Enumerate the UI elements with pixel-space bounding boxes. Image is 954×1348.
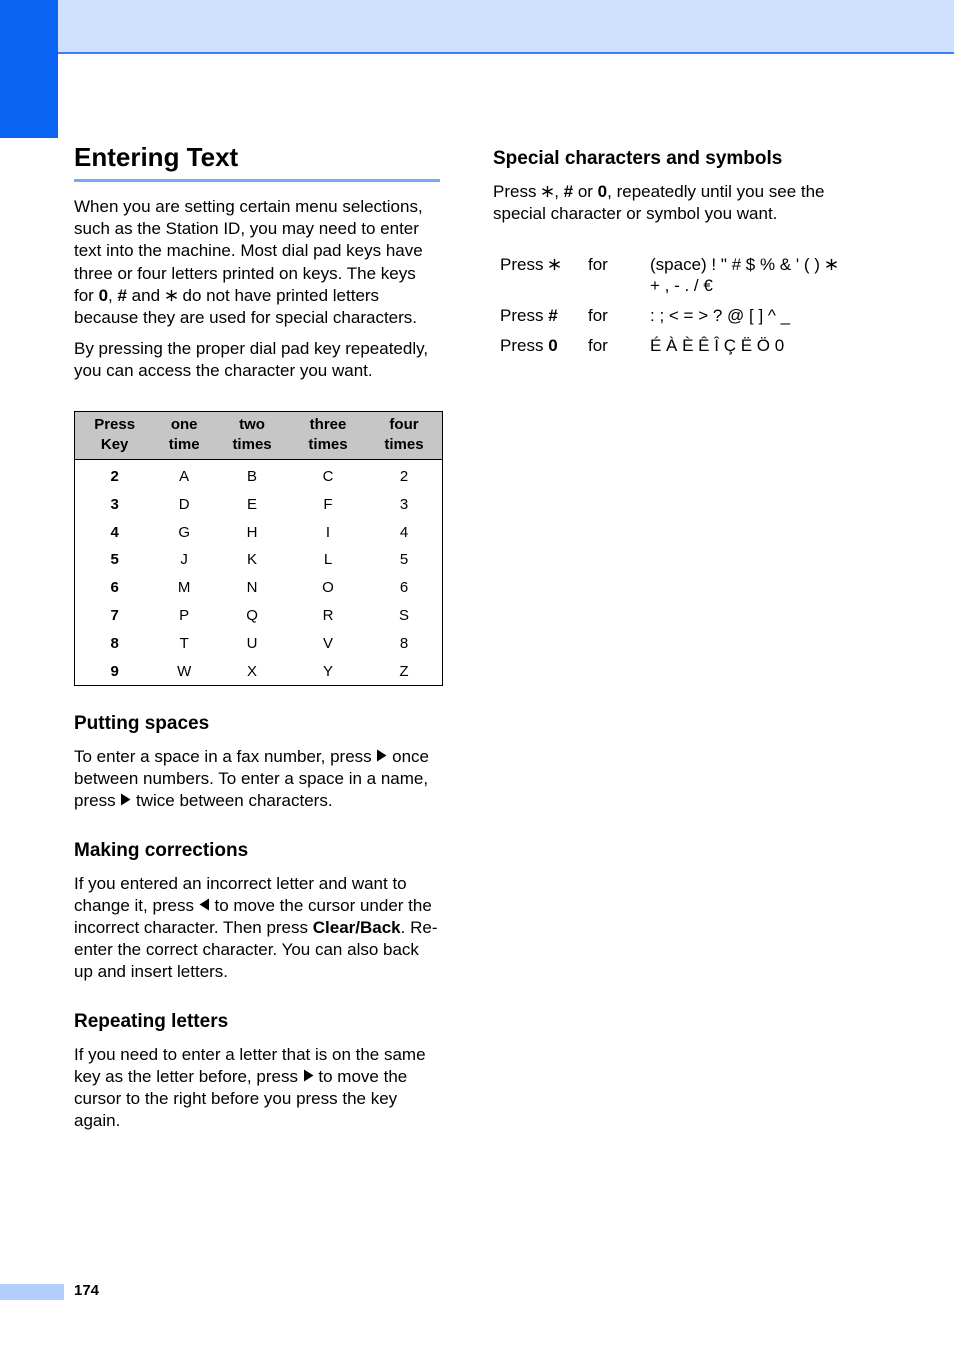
key-zero: 0 <box>597 182 608 201</box>
page-number: 174 <box>74 1282 100 1299</box>
star-key-icon <box>548 258 561 271</box>
right-arrow-icon <box>120 793 131 806</box>
right-column <box>493 148 873 356</box>
press-cell <box>500 326 588 356</box>
key-cell: 3 <box>110 495 119 513</box>
text: . Re-enter the correct character. You can also back up and insert letters. <box>74 918 438 982</box>
key-cell: 5 <box>110 551 119 569</box>
table-row <box>75 518 442 546</box>
key-cell: 6 <box>110 579 119 597</box>
press-cell <box>500 254 588 296</box>
key-cell: 7 <box>110 607 119 624</box>
character-cell: G <box>178 523 190 541</box>
table-row <box>75 574 442 602</box>
table-header <box>214 412 290 460</box>
table-header-row <box>75 412 442 460</box>
table-header <box>366 412 442 460</box>
characters-cell: É À È Ê Î Ç Ë Ö 0 <box>650 336 785 356</box>
character-cell: E <box>247 495 258 513</box>
press-label: Press <box>500 255 544 275</box>
header-line: times <box>384 435 424 453</box>
character-cell: Y <box>322 662 333 680</box>
star-key-icon <box>825 258 838 271</box>
character-cell: V <box>322 634 333 652</box>
key-zero: 0 <box>548 336 558 356</box>
text: do not have printed letters because they are used for special characters. <box>74 285 418 328</box>
text: , repeatedly until you see the special character or symbol you want. <box>493 182 825 224</box>
character-cell: U <box>246 634 258 652</box>
right-arrow-icon <box>376 749 387 762</box>
header-line: time <box>168 435 200 453</box>
character-cell: F <box>323 495 333 513</box>
table-header <box>75 412 154 460</box>
text: When you are setting certain menu selections, such as the Station ID, you may need to enter text into the machine. Most dial pad keys have three or four letters printed on keys. The keys for <box>74 197 423 305</box>
press-label: Press <box>500 336 544 356</box>
character-cell: S <box>398 607 409 624</box>
character-cell: B <box>247 468 258 486</box>
character-cell: R <box>322 607 334 624</box>
character-cell: 3 <box>399 495 409 513</box>
repeating-letters-paragraph <box>74 1044 440 1133</box>
text: Press <box>493 182 542 201</box>
making-corrections-paragraph <box>74 873 440 984</box>
text: or <box>573 182 598 201</box>
header-band <box>0 0 954 54</box>
character-table <box>74 411 443 686</box>
character-cell: 8 <box>399 634 409 652</box>
special-row-zero <box>500 326 838 356</box>
star-key-icon <box>165 289 178 302</box>
character-cell: X <box>247 662 258 680</box>
section-heading-putting-spaces: Putting spaces <box>74 713 210 734</box>
table-header <box>290 412 366 460</box>
special-row-star <box>500 254 838 296</box>
key-cell: 4 <box>110 523 119 541</box>
star-key-icon <box>541 185 554 198</box>
special-characters-paragraph <box>493 181 863 225</box>
character-cell: N <box>246 579 258 597</box>
table-row <box>75 602 442 630</box>
clear-back-key: Clear/Back <box>312 918 401 938</box>
key-cell: 8 <box>110 634 119 652</box>
characters-cell: : ; < = > ? @ [ ] ^ _ <box>650 306 791 326</box>
left-column <box>74 142 440 1132</box>
special-characters-table <box>500 254 838 356</box>
special-row-hash <box>500 296 838 326</box>
for-label: for <box>588 306 608 326</box>
section-heading-special-characters: Special characters and symbols <box>493 148 783 169</box>
intro-paragraph-1 <box>74 196 440 329</box>
header-line: Key <box>100 435 129 453</box>
character-cell: T <box>179 634 189 652</box>
character-cell: K <box>247 551 258 569</box>
section-heading-making-corrections: Making corrections <box>74 839 249 861</box>
text: to move the cursor to the right before you press the key again. <box>74 1066 408 1131</box>
text: and <box>126 285 165 305</box>
right-arrow-icon <box>303 1069 314 1082</box>
key-zero: 0 <box>98 285 109 305</box>
text: If you entered an incorrect letter and want to change it, press <box>74 873 407 915</box>
characters-line: + , - . / € <box>650 276 713 296</box>
page-title: Entering Text <box>74 142 440 182</box>
characters-cell <box>650 254 838 296</box>
text: once between numbers. To enter a space in a name, press <box>74 747 429 811</box>
character-cell: W <box>177 662 192 680</box>
character-cell: Z <box>399 662 409 680</box>
header-line: four <box>389 415 419 433</box>
character-cell: Q <box>246 607 258 624</box>
key-hash: # <box>548 306 558 326</box>
for-label: for <box>588 255 608 275</box>
table-row <box>75 629 442 657</box>
header-line: times <box>308 435 348 453</box>
character-cell: L <box>323 551 333 569</box>
header-line: three <box>309 415 347 433</box>
header-line: two <box>239 415 265 433</box>
character-cell: M <box>177 579 191 597</box>
intro-paragraph-2: By pressing the proper dial pad key repeatedly, you can access the character you want. <box>74 339 429 381</box>
text: to move the cursor under the incorrect character. Then press <box>74 895 432 938</box>
table-row <box>75 657 442 685</box>
text: If you need to enter a letter that is on the same key as the letter before, press <box>74 1044 426 1086</box>
table-header <box>154 412 214 460</box>
table-row <box>75 459 442 490</box>
left-arrow-icon <box>199 898 210 911</box>
header-line: times <box>232 435 272 453</box>
page-number-band <box>0 1284 64 1300</box>
text: To enter a space in a fax number, press <box>74 747 377 766</box>
characters-line: (space) ! " # $ % & ' ( ) <box>650 255 825 275</box>
text: , <box>554 182 564 201</box>
character-cell: A <box>179 468 190 486</box>
text: , <box>108 285 118 305</box>
header-line: Press <box>94 415 136 433</box>
key-cell: 2 <box>110 468 119 486</box>
character-cell: C <box>322 468 334 486</box>
section-heading-repeating-letters: Repeating letters <box>74 1010 229 1032</box>
character-cell: P <box>179 607 190 624</box>
for-label: for <box>588 336 608 356</box>
key-hash: # <box>563 182 574 201</box>
press-label: Press <box>500 306 544 326</box>
character-cell: J <box>180 551 188 569</box>
character-cell: 6 <box>399 579 409 597</box>
table-row <box>75 546 442 574</box>
table-row <box>75 490 442 518</box>
key-cell: 9 <box>110 662 119 680</box>
character-cell: D <box>178 495 190 513</box>
character-cell: 5 <box>399 551 409 569</box>
character-cell: 2 <box>399 468 409 486</box>
character-cell: I <box>325 523 331 541</box>
character-cell: H <box>246 523 258 541</box>
character-cell: 4 <box>399 523 409 541</box>
key-hash: # <box>117 285 127 305</box>
character-cell: O <box>322 579 334 597</box>
press-cell <box>500 296 588 326</box>
header-line: one <box>170 415 198 433</box>
chapter-tab <box>0 0 58 138</box>
text: twice between characters. <box>131 791 333 811</box>
putting-spaces-paragraph <box>74 746 440 813</box>
